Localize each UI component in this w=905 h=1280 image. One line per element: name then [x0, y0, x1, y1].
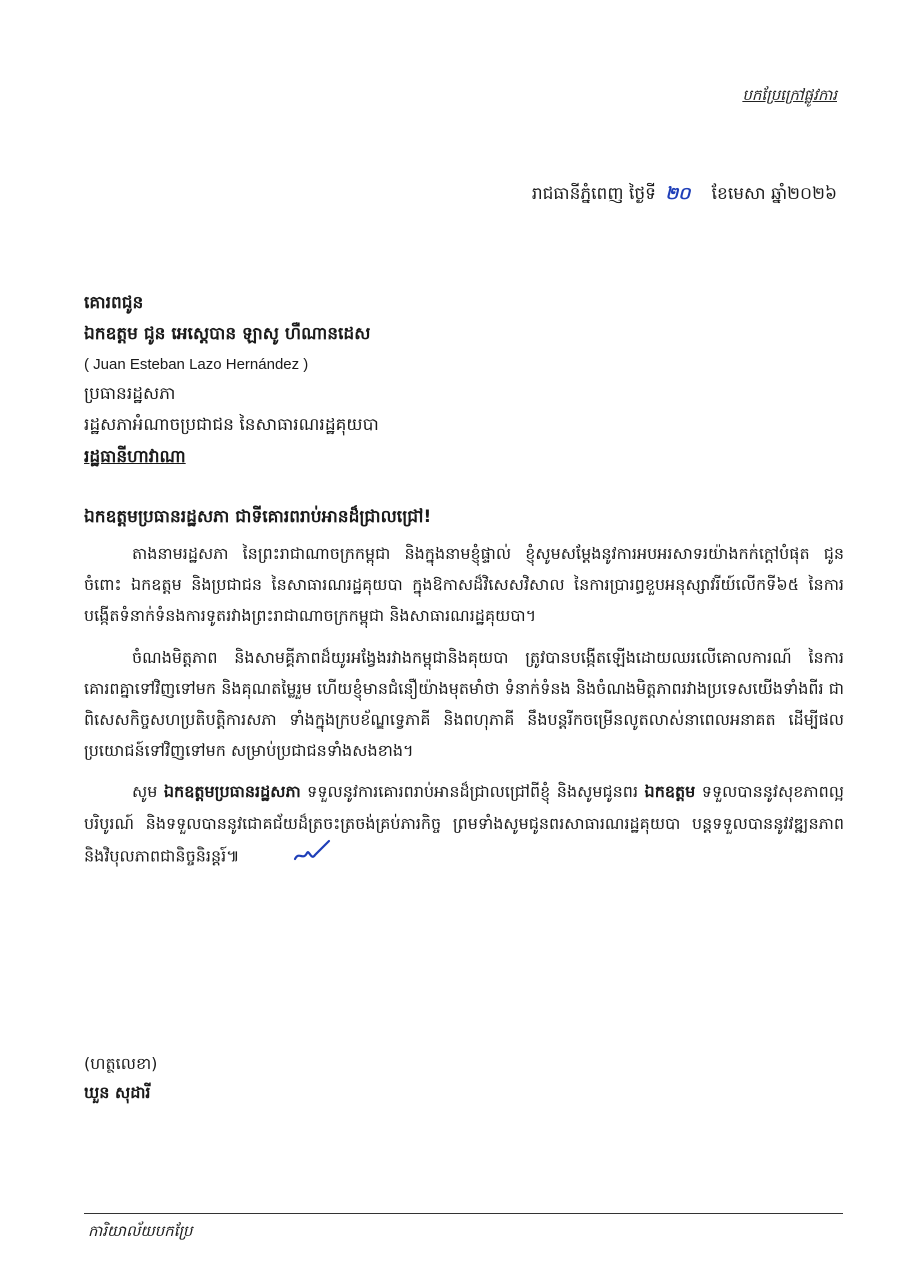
date-day: ២០ — [665, 184, 691, 204]
date-month-year: ខែមេសា ឆ្នាំ២០២៦ — [711, 184, 837, 204]
translation-note: បកប្រែក្រៅផ្លូវការ — [742, 86, 837, 104]
date-line — [532, 183, 837, 208]
recipient-city: រដ្ឋធានីហាវាណា — [84, 446, 186, 467]
recipient-title-1: ប្រធានរដ្ឋសភា — [84, 383, 176, 404]
date-prefix: រាជធានីភ្នំពេញ ថ្ងៃទី — [531, 184, 656, 204]
to-label: គោរពជូន — [84, 293, 144, 313]
signatory-name: ឃួន សុដារី — [84, 1082, 151, 1102]
signature-block — [84, 1050, 157, 1108]
p3-post: ទទួលបាននូវសុខភាពល្អបរិបូរណ៍ និងទទួលបាននូវជោគជ័យដ៏ត្រចះត្រចង់គ្រប់ភារកិច្ច ព្រមទាំងសូមជូនពរសាធារណរដ្ឋគុយបា បន្តទទួលបាននូវវឌ្ឍនភាព និងវិបុលភាពជានិច្ចនិរន្តរ៍៕ — [84, 782, 844, 866]
footer-divider — [84, 1213, 843, 1214]
recipient-title-2: រដ្ឋសភាអំណាចប្រជាជន នៃសាធារណរដ្ឋគុយបា — [84, 415, 379, 436]
p3-bold-1: ឯកឧត្តមប្រធានរដ្ឋសភា — [163, 782, 301, 802]
handwritten-initials-icon — [243, 839, 331, 875]
recipient-name-latin: ( Juan Esteban Lazo Hernández ) — [84, 355, 309, 373]
letter-body — [84, 538, 844, 885]
footer-office: ការិយាល័យបកប្រែ — [88, 1222, 193, 1240]
p3-bold-2: ឯកឧត្តម — [644, 782, 696, 802]
recipient-block — [84, 288, 379, 473]
paragraph-1: តាងនាមរដ្ឋសភា នៃព្រះរាជាណាចក្រកម្ពុជា និងក្នុងនាមខ្ញុំផ្ទាល់ ខ្ញុំសូមសម្តែងនូវការអបអរសាទរយ៉ាងកក់ក្តៅបំផុត ជូនចំពោះ ឯកឧត្តម និងប្រជាជន នៃសាធារណរដ្ឋគុយបា ក្នុងឱកាសដ៏វិសេសវិសាល នៃការប្រារព្ធខួបអនុស្សាវរីយ៍លើកទី៦៥ នៃការបង្កើតទំនាក់ទំនងការទូតរវាងព្រះរាជាណាចក្រកម្ពុជា និងសាធារណរដ្ឋគុយបា។ — [84, 544, 844, 626]
paragraph-2: ចំណងមិត្តភាព និងសាមគ្គីភាពដ៏យូរអង្វែងរវាងកម្ពុជានិងគុយបា ត្រូវបានបង្កើតឡើងដោយឈរលើគោលការណ៍ នៃការគោរពគ្នាទៅវិញទៅមក និងគុណតម្លៃរួម ហើយខ្ញុំមានជំនឿយ៉ាងមុតមាំថា ទំនាក់ទំនង និងចំណងមិត្តភាពរវាងប្រទេសយើងទាំងពីរ ជាពិសេសកិច្ចសហប្រតិបត្តិការសភា ទាំងក្នុងក្របខ័ណ្ឌទ្វេភាគី និងពហុភាគី នឹងបន្តរីកចម្រើនលូតលាស់នាពេលអនាគត ដើម្បីផលប្រយោជន៍ទៅវិញទៅមក សម្រាប់ប្រជាជនទាំងសងខាង។ — [84, 647, 844, 761]
paragraph-3 — [84, 776, 844, 875]
recipient-name-kh: ឯកឧត្តម ជូន អេស្តេបាន ឡាសូ ហឺណានដេស — [84, 324, 371, 345]
p3-pre: សូម — [132, 782, 164, 802]
p3-mid: ទទួលនូវការគោរពរាប់អានដ៏ជ្រាលជ្រៅពីខ្ញុំ និងសូមជូនពរ — [300, 782, 645, 802]
signature-note: (ហត្ថលេខា) — [84, 1054, 158, 1073]
salutation: ឯកឧត្តមប្រធានរដ្ឋសភា ជាទីគោរពរាប់អានដ៏ជ្រាលជ្រៅ! — [84, 507, 432, 527]
